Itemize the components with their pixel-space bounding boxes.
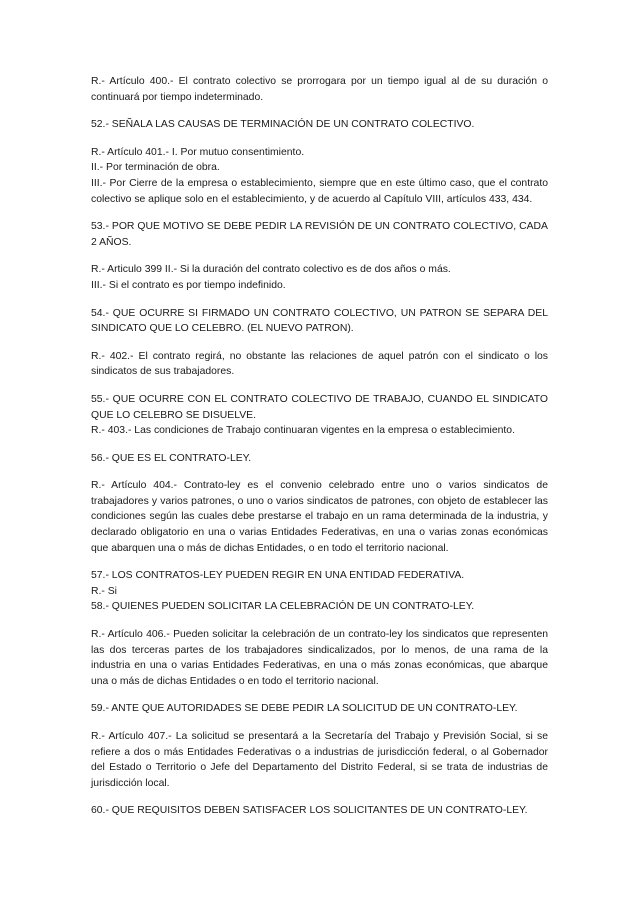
paragraph-block bbox=[91, 729, 548, 791]
paragraph-block bbox=[91, 701, 548, 717]
paragraph-block bbox=[91, 568, 548, 615]
paragraph-line: R.- Articulo 399 II.- Si la duración del contrato colectivo es de dos años o más. bbox=[91, 264, 451, 276]
paragraph-line: R.- 403.- Las condiciones de Trabajo continuaran vigentes en la empresa o establecimiento. bbox=[91, 425, 515, 437]
paragraph-block bbox=[91, 306, 548, 337]
paragraph-line: R.- 402.- El contrato regirá, no obstante las relaciones de aquel patrón con el sindicato o los sindicatos de sus trabajadores. bbox=[91, 350, 548, 378]
paragraph-block bbox=[91, 451, 548, 467]
paragraph-line: R.- Artículo 407.- La solicitud se presentará a la Secretaría del Trabajo y Previsión Social, si se refiere a dos o más Entidades Federativas o a industrias de jurisdicción federal, o al Gobernador del Estado o Territorio o Jefe del Departamento del Distrito Federal, si se trata de industrias de jurisdicción local. bbox=[91, 731, 548, 789]
paragraph-block bbox=[91, 262, 548, 293]
paragraph-line: 59.- ANTE QUE AUTORIDADES SE DEBE PEDIR LA SOLICITUD DE UN CONTRATO-LEY. bbox=[91, 703, 518, 715]
paragraph-line: II.- Por terminación de obra. bbox=[91, 162, 220, 174]
paragraph-line: 52.- SEÑALA LAS CAUSAS DE TERMINACIÓN DE UN CONTRATO COLECTIVO. bbox=[91, 119, 475, 131]
paragraph-line: R.- Si bbox=[91, 585, 117, 597]
paragraph-block bbox=[91, 627, 548, 689]
paragraph-line: 54.- QUE OCURRE SI FIRMADO UN CONTRATO COLECTIVO, UN PATRON SE SEPARA DEL SINDICATO QUE LO CELEBRO. (EL NUEVO PATRON). bbox=[91, 307, 548, 335]
paragraph-block bbox=[91, 392, 548, 439]
paragraph-line: 56.- QUE ES EL CONTRATO-LEY. bbox=[91, 452, 252, 464]
paragraph-line: 57.- LOS CONTRATOS-LEY PUEDEN REGIR EN UNA ENTIDAD FEDERATIVA. bbox=[91, 570, 465, 582]
paragraph-block bbox=[91, 478, 548, 556]
paragraph-line: R.- Artículo 401.- I. Por mutuo consentimiento. bbox=[91, 146, 305, 158]
paragraph-block bbox=[91, 145, 548, 207]
paragraph-line: 60.- QUE REQUISITOS DEBEN SATISFACER LOS SOLICITANTES DE UN CONTRATO-LEY. bbox=[91, 805, 528, 817]
document-page bbox=[91, 74, 548, 831]
paragraph-line: III.- Por Cierre de la empresa o establecimiento, siempre que en este último caso, que el contrato colectivo se aplique solo en el establecimiento, y de acuerdo al Capítulo VIII, artículos 433, 434. bbox=[91, 177, 548, 205]
paragraph-line: R.- Artículo 400.- El contrato colectivo se prorrogara por un tiempo igual al de su duración o continuará por tiempo indeterminado. bbox=[91, 76, 548, 103]
paragraph-line: III.- Si el contrato es por tiempo indefinido. bbox=[91, 279, 286, 291]
paragraph-block bbox=[91, 349, 548, 380]
paragraph-line: 58.- QUIENES PUEDEN SOLICITAR LA CELEBRACIÓN DE UN CONTRATO-LEY. bbox=[91, 601, 475, 613]
paragraph-line: R.- Artículo 404.- Contrato-ley es el convenio celebrado entre uno o varios sindicatos de trabajadores y varios patrones, o uno o varios sindicatos de patrones, con objeto de establecer las condiciones según las cuales debe prestarse el trabajo en un rama determinada de la industria, y declarado obligatorio en una o varias Entidades Federativas, en una o varias zonas económicas que abarquen una o más de dichas Entidades, o en todo el territorio nacional. bbox=[91, 480, 548, 554]
paragraph-line: R.- Artículo 406.- Pueden solicitar la celebración de un contrato-ley los sindicatos que representen las dos terceras partes de los trabajadores sindicalizados, por lo menos, de una rama de la industria en una o varias Entidades Federativas, en una o más zonas económicas, que abarque una o más de dichas Entidades o en todo el territorio nacional. bbox=[91, 629, 548, 687]
paragraph-line: 53.- POR QUE MOTIVO SE DEBE PEDIR LA REVISIÓN DE UN CONTRATO COLECTIVO, CADA 2 AÑOS. bbox=[91, 221, 548, 248]
paragraph-block bbox=[91, 74, 548, 105]
paragraph-block bbox=[91, 803, 548, 819]
paragraph-block bbox=[91, 117, 548, 133]
paragraph-line: 55.- QUE OCURRE CON EL CONTRATO COLECTIVO DE TRABAJO, CUANDO EL SINDICATO QUE LO CELEBRO SE DISUELVE. bbox=[91, 393, 548, 421]
paragraph-block bbox=[91, 219, 548, 250]
